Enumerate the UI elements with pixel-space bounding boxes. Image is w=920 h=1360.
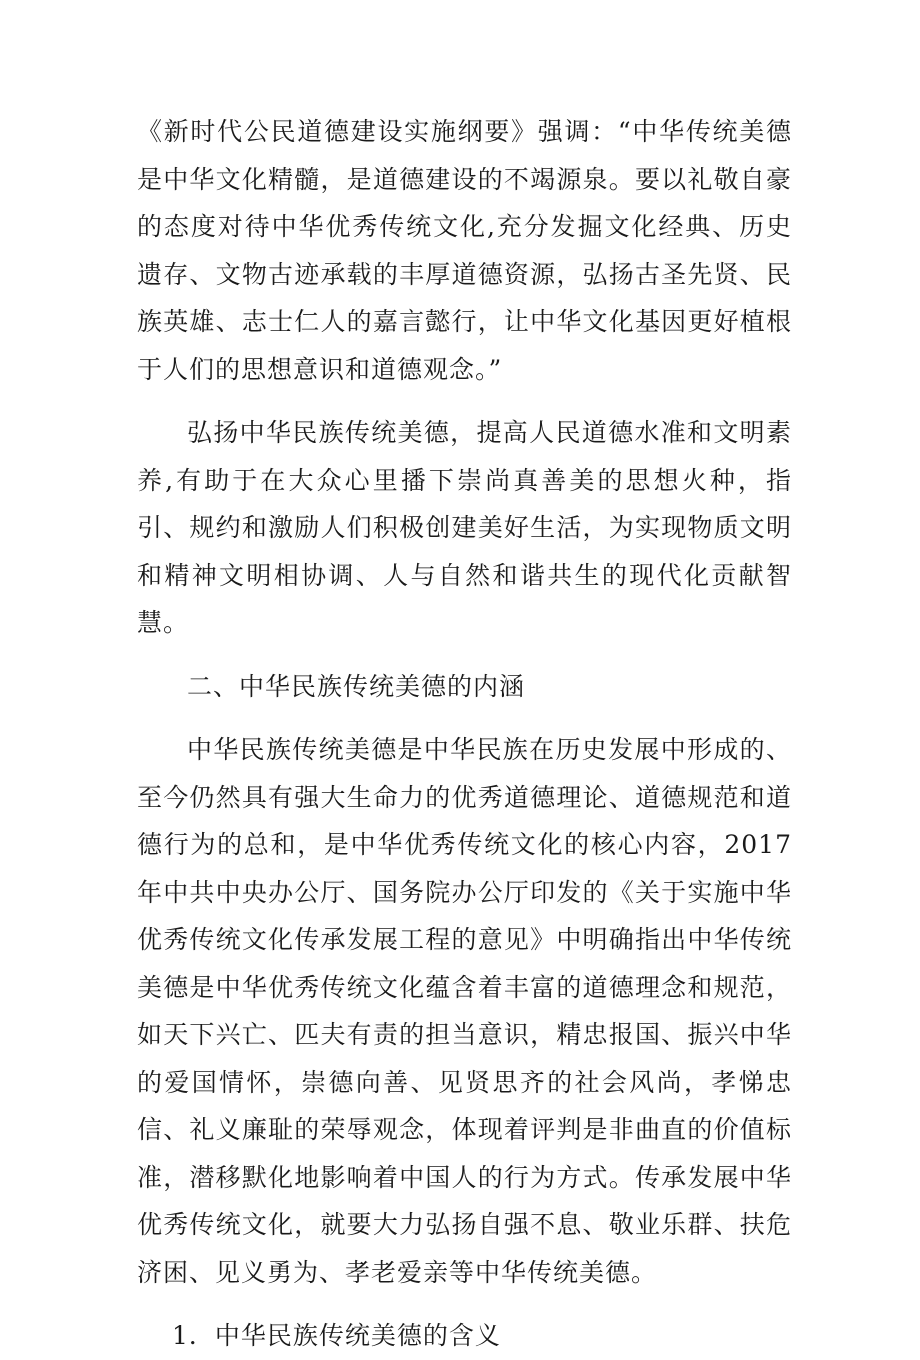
document-page <box>137 108 792 1360</box>
subsection-heading: 1．中华民族传统美德的含义 <box>172 1321 501 1350</box>
paragraph-gap <box>137 710 792 726</box>
paragraph-promote-virtues: 弘扬中华民族传统美德，提高人民道德水准和文明素养,有助于在大众心里播下崇尚真善美的思想火种，指引、规约和激励人们积极创建美好生活，为实现物质文明和精神文明相协调、人与自然和谐共生的现代化贡献智慧。 <box>137 418 792 637</box>
paragraph-outline-quote: 《新时代公民道德建设实施纲要》强调：“中华传统美德是中华文化精髓，是道德建设的不竭源泉。要以礼敬自豪的态度对待中华优秀传统文化,充分发掘文化经典、历史遗存、文物古迹承载的丰厚道德资源，弘扬古圣先贤、民族英雄、志士仁人的嘉言懿行，让中华文化基因更好植根于人们的思想意识和道德观念。” <box>137 117 792 384</box>
section-heading: 二、中华民族传统美德的内涵 <box>187 671 526 701</box>
paragraph-connotation: 中华民族传统美德是中华民族在历史发展中形成的、至今仍然具有强大生命力的优秀道德理论、道德规范和道德行为的总和，是中华优秀传统文化的核心内容，2017 年中共中央办公厅、国务院办公厅印发的《关于实施中华优秀传统文化传承发展工程的意见》中明确指出中华传统美德是中华优秀传统文化蕴含着丰富的道德理念和规范，如天下兴亡、匹夫有责的担当意识，精忠报国、振兴中华的爱国情怀，崇德向善、见贤思齐的社会风尚，孝悌忠信、礼义廉耻的荣辱观念，体现着评判是非曲直的价值标准，潜移默化地影响着中国人的行为方式。传承发展中华优秀传统文化，就要大力弘扬自强不息、敬业乐群、扶危济困、见义勇为、孝老爱亲等中华传统美德。 <box>137 735 792 1287</box>
paragraph-gap <box>137 647 792 663</box>
paragraph-gap <box>137 393 792 409</box>
paragraph-gap <box>137 1296 792 1312</box>
